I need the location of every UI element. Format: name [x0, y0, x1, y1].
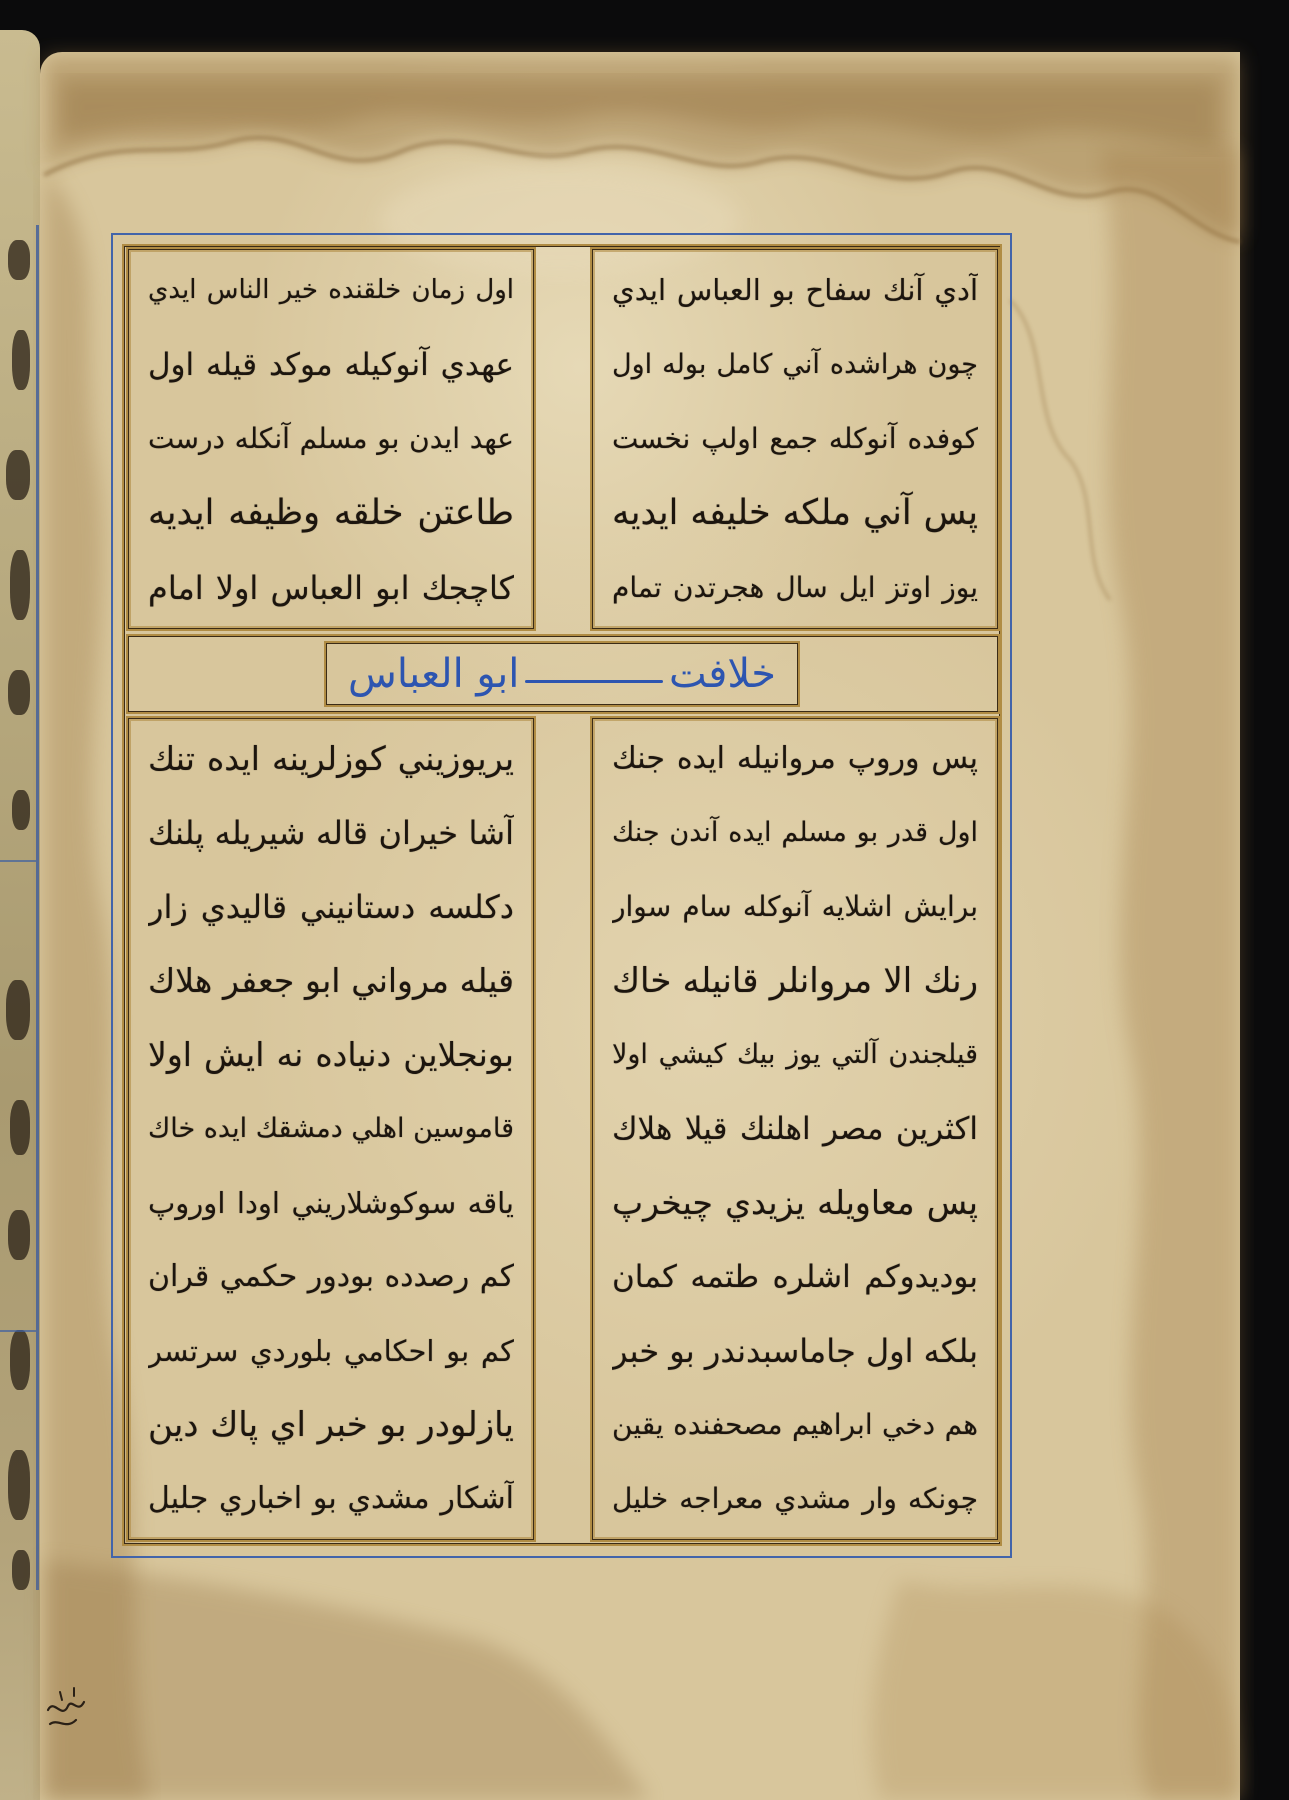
adjacent-page-script — [6, 980, 30, 1040]
verse-line: يريوزيني كوزلرينه ايده تنك — [148, 739, 514, 778]
adjacent-page-script — [10, 550, 30, 620]
adjacent-page-script — [12, 1550, 30, 1590]
verse-line: بونجلاين دنياده نه ايش اولا — [148, 1035, 514, 1074]
verse-line: اول زمان خلقنده خير الناس ايدي — [148, 275, 514, 306]
section-heading — [324, 641, 800, 707]
adjacent-page-script — [8, 1450, 30, 1520]
adjacent-page-script — [10, 1100, 30, 1155]
adjacent-page-script — [12, 790, 30, 830]
verse-line: كوفده آنوكله جمع اولپ نخست — [612, 421, 978, 455]
verse-line: آدي آنك سفاح بو العباس ايدي — [612, 273, 978, 308]
verse-line: يازلودر بو خبر اي پاك دين — [148, 1405, 514, 1445]
verse-line: بوديدوكم اشلره طتمه كمان — [612, 1259, 978, 1295]
bottom-right-column — [590, 716, 1000, 1542]
heading-word-right: خلافت — [669, 651, 776, 697]
verse-line: پس وروپ مروانيله ايده جنك — [612, 741, 978, 776]
verse-line: كاچجك ابو العباس اولا امام — [148, 568, 514, 607]
verse-line: قيله مرواني ابو جعفر هلاك — [148, 961, 514, 1000]
verse-line: عهد ايدن بو مسلم آنكله درست — [148, 421, 514, 455]
verse-line: كم رصدده بودور حكمي قران — [148, 1259, 514, 1294]
bottom-left-column — [126, 716, 536, 1542]
verse-line: ياقه سوكوشلاريني اودا اوروپ — [148, 1186, 514, 1220]
adjacent-page-rule — [0, 1330, 36, 1332]
verse-line: چونكه وار مشدي معراجه خليل — [612, 1482, 978, 1515]
verse-line: يوز اوتز ايل سال هجرتدن تمام — [612, 570, 978, 604]
verse-line: دكلسه دستانيني قاليدي زار — [148, 888, 514, 926]
verse-line: آشا خيران قاله شيريله پلنك — [148, 814, 514, 852]
verse-line: برايش اشلايه آنوكله سام سوار — [612, 890, 978, 923]
verse-line: پس آني ملكه خليفه ايديه — [612, 493, 978, 534]
marginal-note-mark — [40, 1680, 90, 1740]
verse-line: عهدي آنوكيله موكد قيله اول — [148, 346, 514, 383]
verse-line: آشكار مشدي بو اخباري جليل — [148, 1481, 514, 1516]
heading-word-left: ابو العباس — [348, 651, 520, 697]
verse-line: كم بو احكامي بلوردي سرتسر — [148, 1334, 514, 1368]
verse-line: اكثرين مصر اهلنك قيلا هلاك — [612, 1111, 978, 1147]
verse-line: رنك الا مروانلر قانيله خاك — [612, 961, 978, 1001]
adjacent-page-script — [12, 330, 30, 390]
verse-line: اول قدر بو مسلم ايده آندن جنك — [612, 817, 978, 848]
heading-flourish — [525, 680, 663, 683]
verse-line: طاعتن خلقه وظيفه ايديه — [148, 493, 514, 534]
adjacent-page-rule — [0, 860, 36, 862]
top-left-column — [126, 247, 536, 631]
verse-line: قيلجندن آلتي يوز بيك كيشي اولا — [612, 1039, 978, 1070]
adjacent-page-margin-rule — [36, 225, 39, 1590]
adjacent-page-script — [8, 240, 30, 280]
adjacent-page-edge — [0, 30, 40, 1800]
verse-line: پس معاويله يزيدي چيخرپ — [612, 1183, 978, 1222]
adjacent-page-script — [8, 670, 30, 715]
verse-line: بلكه اول جاماسبدندر بو خبر — [612, 1332, 978, 1370]
verse-line: قاموسين اهلي دمشقك ايده خاك — [148, 1113, 514, 1144]
adjacent-page-script — [8, 1210, 30, 1260]
adjacent-page-script — [6, 450, 30, 500]
verse-line: هم دخي ابراهيم مصحفنده يقين — [612, 1408, 978, 1441]
verse-line: چون هراشده آني كامل بوله اول — [612, 348, 978, 380]
top-right-column — [590, 247, 1000, 631]
adjacent-page-script — [10, 1330, 30, 1390]
